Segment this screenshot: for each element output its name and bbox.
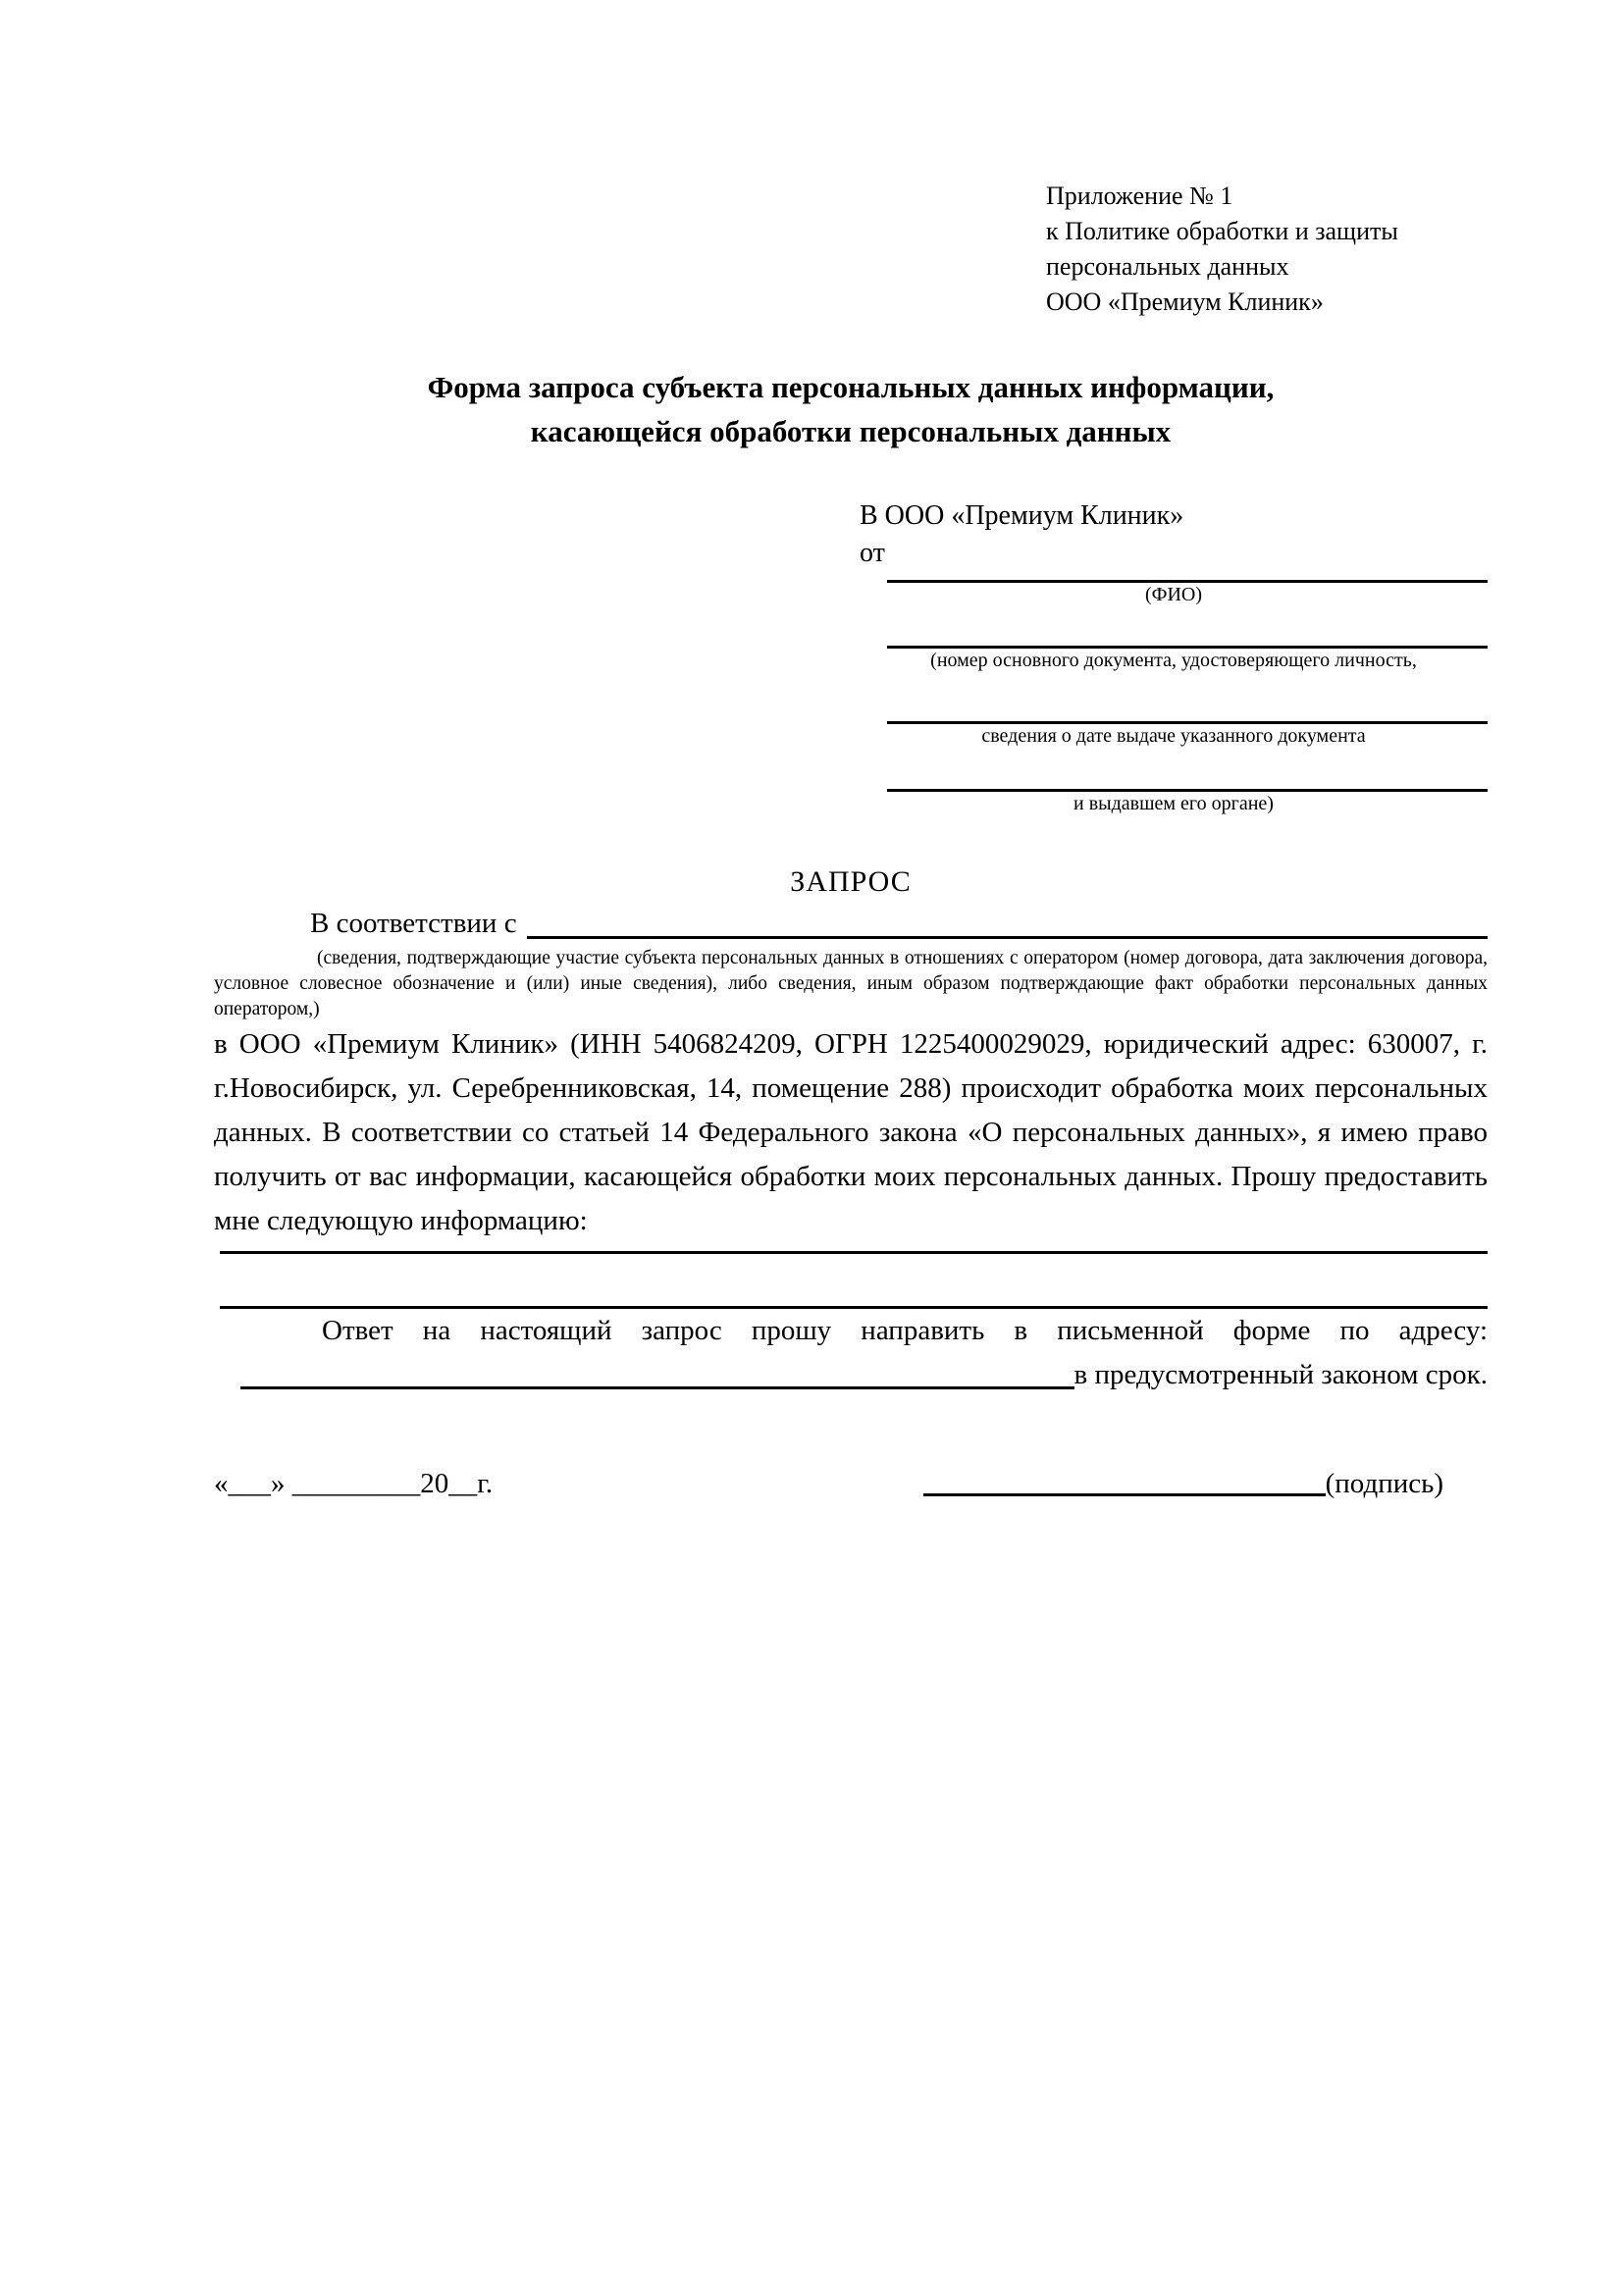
annex-line-1: Приложение № 1: [1046, 182, 1233, 210]
document-title-line-1: Форма запроса субъекта персональных данных информации,: [427, 370, 1275, 404]
annex-block: [1046, 179, 1488, 320]
reply-deadline-text: в предусмотренный законом срок.: [1073, 1359, 1488, 1390]
addressee-from-label: от: [860, 538, 885, 568]
information-blank-line-2: [220, 1254, 1488, 1309]
date-blank: «___» _________20__г.: [214, 1468, 494, 1499]
addressee-block: [860, 497, 1488, 815]
request-body-paragraph: в ООО «Премиум Клиник» (ИНН 5406824209, ОГРН 1225400029029, юридический адрес: 630007, г. г.Новосибирск, ул. Серебренниковская, 14, помещение 288) происходит обработка моих персональных данных. В соответствии со статьей 14 Федерального закона «О персональных данных», я имею право получить от вас информации, касающейся обработки моих персональных данных. Прошу предоставить мне следующую информацию:: [214, 1028, 1488, 1236]
issue-date-blank-line: [887, 672, 1488, 724]
document-title-line-2: касающейся обработки персональных данных: [530, 414, 1172, 448]
reply-address-paragraph: Ответ на настоящий запрос прошу направить в письменной форме по адресу:: [322, 1315, 1488, 1346]
id-document-caption: (номер основного документа, удостоверяющего личность,: [930, 650, 1417, 671]
issue-date-caption: сведения о дате выдаче указанного документа: [981, 725, 1366, 747]
issuing-authority-caption: и выдавшем его органе): [1073, 793, 1274, 814]
addressee-company: В ООО «Премиум Клиник»: [860, 500, 1184, 531]
request-intro-blank-line: [527, 902, 1488, 939]
request-intro-row: [214, 902, 1488, 946]
signature-group: [923, 1464, 1443, 1503]
reply-address-row: [214, 1353, 1488, 1397]
annex-line-3: персональных данных: [1046, 252, 1289, 281]
signature-blank-line: [923, 1464, 1326, 1496]
id-document-blank-line: [887, 606, 1488, 649]
fio-caption: (ФИО): [1144, 584, 1202, 605]
request-intro-lead: В соответствии с: [310, 908, 517, 939]
annex-line-4: ООО «Премиум Клиник»: [1046, 287, 1324, 316]
request-intro-note: (сведения, подтверждающие участие субъекта персональных данных в отношениях с оператором (номер договора, дата заключения договора, условное словесное обозначение и (или) иные сведения), либо сведения, иным образом подтверждающие факт обработки персональных данных оператором,): [214, 948, 1488, 1019]
reply-address-blank-line: [240, 1353, 1074, 1389]
request-heading: ЗАПРОС: [790, 865, 912, 898]
document-title: [214, 365, 1488, 453]
issuing-authority-blank-line: [887, 748, 1488, 792]
signature-caption: (подпись): [1325, 1468, 1443, 1499]
date-signature-row: [214, 1464, 1488, 1503]
fio-blank-line: [887, 572, 1488, 583]
information-blank-line-1: [220, 1243, 1488, 1254]
annex-line-2: к Политике обработки и защиты: [1046, 217, 1398, 245]
